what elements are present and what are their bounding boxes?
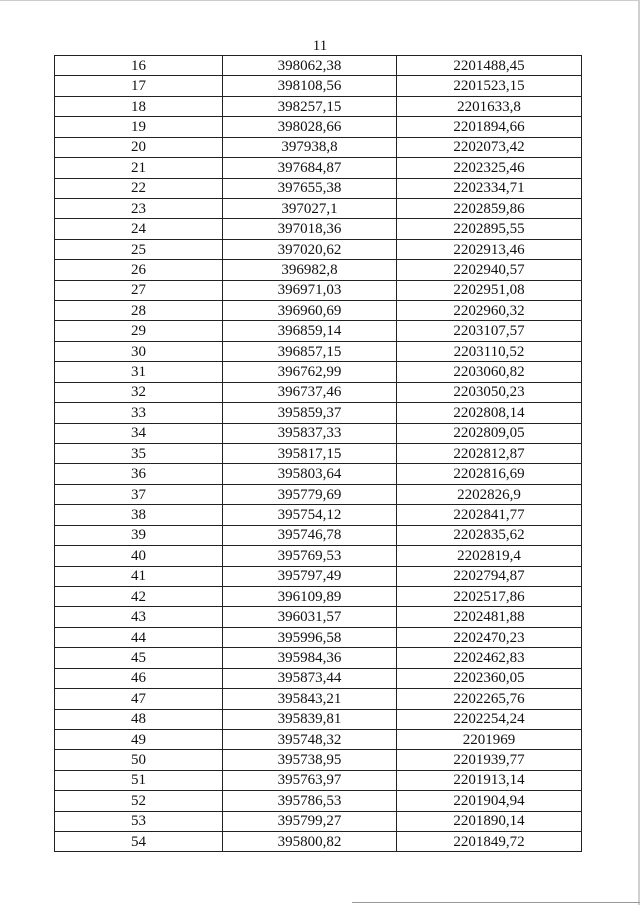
table-row [55, 566, 582, 586]
table-row [55, 627, 582, 647]
point-number-cell: 37 [55, 484, 223, 504]
table-row [55, 362, 582, 382]
x-coordinate-cell: 395800,82 [223, 832, 397, 852]
x-coordinate-cell: 395873,44 [223, 668, 397, 688]
table-row [55, 423, 582, 443]
page-top-edge [0, 0, 640, 1]
point-number-cell: 22 [55, 178, 223, 198]
x-coordinate-cell: 395763,97 [223, 770, 397, 790]
point-number-cell: 31 [55, 362, 223, 382]
table-row [55, 301, 582, 321]
x-coordinate-cell: 396737,46 [223, 382, 397, 402]
x-coordinate-cell: 398108,56 [223, 76, 397, 96]
x-coordinate-cell: 396960,69 [223, 301, 397, 321]
table-row [55, 648, 582, 668]
table-row [55, 689, 582, 709]
table-row [55, 403, 582, 423]
table-row [55, 770, 582, 790]
y-coordinate-cell: 2202819,4 [397, 546, 582, 566]
point-number-cell: 51 [55, 770, 223, 790]
y-coordinate-cell: 2202812,87 [397, 444, 582, 464]
point-number-cell: 42 [55, 586, 223, 606]
table-row [55, 444, 582, 464]
y-coordinate-cell: 2202517,86 [397, 586, 582, 606]
y-coordinate-cell: 2202360,05 [397, 668, 582, 688]
table-row [55, 505, 582, 525]
point-number-cell: 49 [55, 729, 223, 749]
table-row [55, 464, 582, 484]
y-coordinate-cell: 2201890,14 [397, 811, 582, 831]
table-row [55, 56, 582, 76]
x-coordinate-cell: 395839,81 [223, 709, 397, 729]
coordinates-table-body [55, 56, 582, 852]
point-number-cell: 46 [55, 668, 223, 688]
x-coordinate-cell: 398062,38 [223, 56, 397, 76]
point-number-cell: 33 [55, 403, 223, 423]
point-number-cell: 21 [55, 158, 223, 178]
x-coordinate-cell: 397020,62 [223, 239, 397, 259]
x-coordinate-cell: 397938,8 [223, 137, 397, 157]
y-coordinate-cell: 2201913,14 [397, 770, 582, 790]
point-number-cell: 23 [55, 198, 223, 218]
table-row [55, 811, 582, 831]
x-coordinate-cell: 395837,33 [223, 423, 397, 443]
table-row [55, 832, 582, 852]
x-coordinate-cell: 396109,89 [223, 586, 397, 606]
point-number-cell: 48 [55, 709, 223, 729]
y-coordinate-cell: 2202859,86 [397, 198, 582, 218]
x-coordinate-cell: 395843,21 [223, 689, 397, 709]
page-bottom-edge [352, 902, 640, 903]
point-number-cell: 39 [55, 525, 223, 545]
y-coordinate-cell: 2202960,32 [397, 301, 582, 321]
point-number-cell: 24 [55, 219, 223, 239]
y-coordinate-cell: 2202809,05 [397, 423, 582, 443]
point-number-cell: 35 [55, 444, 223, 464]
y-coordinate-cell: 2202470,23 [397, 627, 582, 647]
table-row [55, 321, 582, 341]
x-coordinate-cell: 396031,57 [223, 607, 397, 627]
point-number-cell: 17 [55, 76, 223, 96]
y-coordinate-cell: 2201894,66 [397, 117, 582, 137]
y-coordinate-cell: 2202951,08 [397, 280, 582, 300]
y-coordinate-cell: 2202826,9 [397, 484, 582, 504]
x-coordinate-cell: 395748,32 [223, 729, 397, 749]
table-row [55, 137, 582, 157]
table-row [55, 668, 582, 688]
table-row [55, 546, 582, 566]
table-row [55, 791, 582, 811]
point-number-cell: 32 [55, 382, 223, 402]
y-coordinate-cell: 2202940,57 [397, 260, 582, 280]
x-coordinate-cell: 396859,14 [223, 321, 397, 341]
table-row [55, 750, 582, 770]
point-number-cell: 43 [55, 607, 223, 627]
point-number-cell: 36 [55, 464, 223, 484]
x-coordinate-cell: 395746,78 [223, 525, 397, 545]
x-coordinate-cell: 397018,36 [223, 219, 397, 239]
point-number-cell: 47 [55, 689, 223, 709]
y-coordinate-cell: 2202462,83 [397, 648, 582, 668]
table-row [55, 280, 582, 300]
y-coordinate-cell: 2202841,77 [397, 505, 582, 525]
x-coordinate-cell: 396971,03 [223, 280, 397, 300]
x-coordinate-cell: 395786,53 [223, 791, 397, 811]
point-number-cell: 20 [55, 137, 223, 157]
x-coordinate-cell: 397027,1 [223, 198, 397, 218]
x-coordinate-cell: 395996,58 [223, 627, 397, 647]
point-number-cell: 50 [55, 750, 223, 770]
point-number-cell: 44 [55, 627, 223, 647]
x-coordinate-cell: 395803,64 [223, 464, 397, 484]
table-row [55, 158, 582, 178]
table-row [55, 729, 582, 749]
y-coordinate-cell: 2202265,76 [397, 689, 582, 709]
x-coordinate-cell: 398257,15 [223, 96, 397, 116]
x-coordinate-cell: 395817,15 [223, 444, 397, 464]
table-row [55, 239, 582, 259]
table-row [55, 484, 582, 504]
point-number-cell: 38 [55, 505, 223, 525]
table-row [55, 341, 582, 361]
x-coordinate-cell: 395769,53 [223, 546, 397, 566]
y-coordinate-cell: 2201849,72 [397, 832, 582, 852]
y-coordinate-cell: 2201969 [397, 729, 582, 749]
point-number-cell: 29 [55, 321, 223, 341]
table-row [55, 586, 582, 606]
y-coordinate-cell: 2202254,24 [397, 709, 582, 729]
y-coordinate-cell: 2201633,8 [397, 96, 582, 116]
table-row [55, 260, 582, 280]
y-coordinate-cell: 2202808,14 [397, 403, 582, 423]
point-number-cell: 40 [55, 546, 223, 566]
y-coordinate-cell: 2202794,87 [397, 566, 582, 586]
point-number-cell: 34 [55, 423, 223, 443]
table-row [55, 117, 582, 137]
table-row [55, 219, 582, 239]
point-number-cell: 45 [55, 648, 223, 668]
point-number-cell: 54 [55, 832, 223, 852]
point-number-cell: 16 [55, 56, 223, 76]
point-number-cell: 19 [55, 117, 223, 137]
y-coordinate-cell: 2201904,94 [397, 791, 582, 811]
point-number-cell: 53 [55, 811, 223, 831]
y-coordinate-cell: 2202895,55 [397, 219, 582, 239]
point-number-cell: 27 [55, 280, 223, 300]
x-coordinate-cell: 395797,49 [223, 566, 397, 586]
x-coordinate-cell: 396857,15 [223, 341, 397, 361]
y-coordinate-cell: 2202913,46 [397, 239, 582, 259]
table-row [55, 76, 582, 96]
table-row [55, 382, 582, 402]
point-number-cell: 41 [55, 566, 223, 586]
x-coordinate-cell: 398028,66 [223, 117, 397, 137]
table-row [55, 178, 582, 198]
x-coordinate-cell: 396982,8 [223, 260, 397, 280]
y-coordinate-cell: 2202325,46 [397, 158, 582, 178]
y-coordinate-cell: 2202835,62 [397, 525, 582, 545]
point-number-cell: 18 [55, 96, 223, 116]
point-number-cell: 52 [55, 791, 223, 811]
coordinates-table [54, 55, 582, 852]
y-coordinate-cell: 2201488,45 [397, 56, 582, 76]
x-coordinate-cell: 395738,95 [223, 750, 397, 770]
x-coordinate-cell: 395754,12 [223, 505, 397, 525]
table-row [55, 198, 582, 218]
table-row [55, 709, 582, 729]
y-coordinate-cell: 2203050,23 [397, 382, 582, 402]
y-coordinate-cell: 2203107,57 [397, 321, 582, 341]
y-coordinate-cell: 2203110,52 [397, 341, 582, 361]
table-row [55, 96, 582, 116]
y-coordinate-cell: 2202334,71 [397, 178, 582, 198]
y-coordinate-cell: 2202816,69 [397, 464, 582, 484]
point-number-cell: 25 [55, 239, 223, 259]
table-row [55, 607, 582, 627]
x-coordinate-cell: 395779,69 [223, 484, 397, 504]
x-coordinate-cell: 396762,99 [223, 362, 397, 382]
x-coordinate-cell: 395984,36 [223, 648, 397, 668]
y-coordinate-cell: 2202073,42 [397, 137, 582, 157]
y-coordinate-cell: 2202481,88 [397, 607, 582, 627]
x-coordinate-cell: 397655,38 [223, 178, 397, 198]
point-number-cell: 26 [55, 260, 223, 280]
y-coordinate-cell: 2203060,82 [397, 362, 582, 382]
y-coordinate-cell: 2201523,15 [397, 76, 582, 96]
point-number-cell: 30 [55, 341, 223, 361]
page-number: 11 [312, 38, 328, 54]
x-coordinate-cell: 397684,87 [223, 158, 397, 178]
y-coordinate-cell: 2201939,77 [397, 750, 582, 770]
x-coordinate-cell: 395799,27 [223, 811, 397, 831]
point-number-cell: 28 [55, 301, 223, 321]
table-row [55, 525, 582, 545]
x-coordinate-cell: 395859,37 [223, 403, 397, 423]
